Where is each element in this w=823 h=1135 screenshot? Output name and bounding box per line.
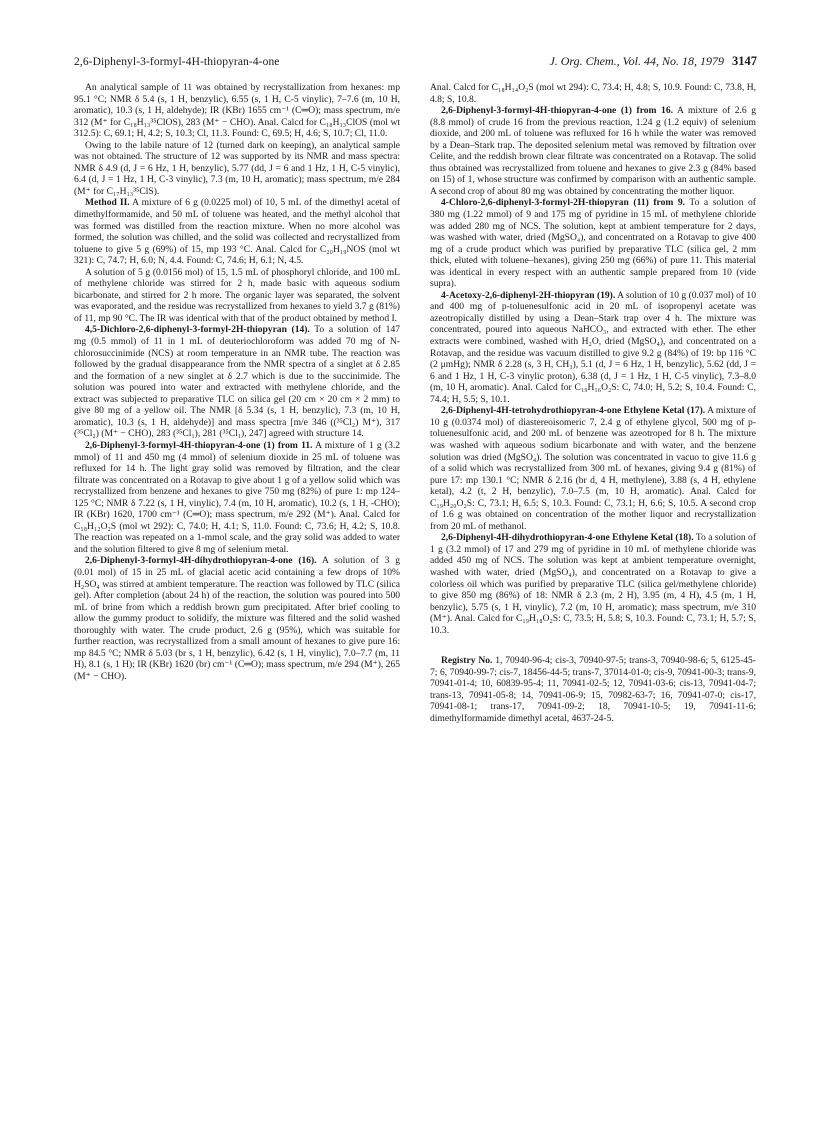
paragraph bbox=[74, 82, 400, 140]
paragraph-text: An analytical sample of 11 was obtained by recrystallization from hexanes: mp 95.1 °C; NMR δ 5.4 (s, 1 H, benzylic), 6.55 (s, 1 H, C-5 vinylic), 7–7.6 (m, 10 H, aromatic), 10.3 (s, 1 H, aldehyde); IR (KBr) 1655 cm⁻¹ (C═O); mass spectrum, m/e 312 (M⁺ for C₁₈H₁₃³⁵ClOS), 283 (M⁺ − CHO). Anal. Calcd for C₁₈H₁₃ClOS (mol wt 312.5): C, 69.1; H, 4.2; S, 10.3; Cl, 11.3. Found: C, 69.5; H, 4.6; S, 10.7; Cl, 11.0. bbox=[74, 82, 400, 140]
paragraph-heading: 4-Acetoxy-2,6-diphenyl-2H-thiopyran (19). bbox=[441, 289, 616, 301]
paragraph-text: A mixture of 6 g (0.0225 mol) of 10, 5 mL of the dimethyl acetal of dimethylformamide, and 50 mL of toluene was heated, and the methyl alcohol that was formed was distilled from the reaction mixture. When no more alcohol was formed, the solution was chilled, and the solid was collected and recrystallized from toluene to give 5 g (69%) of 15, mp 193 °C. Anal. Calcd for C₂₀H₁₉NOS (mol wt 321): C, 74.7; H, 6.0; N, 4.4. Found: C, 74.6; H, 6.1; N, 4.5. bbox=[74, 197, 400, 267]
paragraph bbox=[74, 267, 400, 325]
paragraph bbox=[430, 82, 756, 105]
paragraph-heading: 4,5-Dichloro-2,6-diphenyl-3-formyl-2H-thiopyran (14). bbox=[85, 324, 310, 336]
running-title: 2,6-Diphenyl-3-formyl-4H-thiopyran-4-one bbox=[74, 56, 280, 68]
paragraph bbox=[430, 197, 756, 289]
paragraph-heading: 2,6-Diphenyl-3-formyl-4H-dihydrothiopyran-4-one (16). bbox=[85, 555, 317, 567]
paragraph-text: Anal. Calcd for C₁₈H₁₄O₂S (mol wt 294): C, 73.4; H, 4.8; S, 10.9. Found: C, 73.8, H, 4.8; S, 10.8. bbox=[430, 82, 756, 105]
paragraph bbox=[430, 532, 756, 636]
paragraph bbox=[74, 140, 400, 198]
registry-numbers bbox=[430, 655, 756, 724]
paragraph-text: 1, 70940-96-4; cis-3, 70940-97-5; trans-3, 70940-98-6; 5, 6125-45-7; 6, 70940-99-7; cis-7, 18456-44-5; trans-7, 37014-01-0; cis-9, 70941-00-3; trans-9, 70941-01-4; 10, 60839-95-4; 11, 70941-02-5; 12, 70941-03-6; cis-13, 70941-04-7; trans-13, 70941-05-8; 14, 70941-06-9; 15, 70982-63-7; 16, 70941-07-0; cis-17, 70941-08-1; trans-17, 70941-09-2; 18, 70941-10-5; 19, 70941-11-6; dimethylformamide dimethyl acetal, 4637-24-5. bbox=[430, 655, 756, 724]
paragraph bbox=[430, 105, 756, 197]
journal-name: J. Org. Chem., Vol. 44, No. 18, 1979 bbox=[549, 54, 724, 68]
paragraph-text: A mixture of 10 g (0.0374 mol) of diastereoisomeric 7, 2.4 g of ethylene glycol, 500 mg of p-toluenesulfonic acid, and 200 mL of benzene was azeotroped for 8 h. The mixture was washed with aqueous sodium bicarbonate and with water, and the benzene solution was dried (MgSO₄). The solution was concentrated in vacuo to give 11.6 g of a solid which was recrystallized from 300 mL of hexanes, giving 9.4 g (81%) of pure 17: mp 130.1 °C; NMR δ 2.16 (br d, 4 H, methylene), 3.88 (s, 4 H, ethylene ketal), 4.2 (t, 2 H, benzylic), 7.0–7.5 (m, 10 H, aromatic). Anal. Calcd for C₁₉H₂₀O₂S: C, 73.1; H, 6.5; S, 10.3. Found: C, 73.1; H, 6.6; S, 10.5. A second crop of 1.6 g was obtained on concentration of the mother liquor and recrystallization from 20 mL of methanol. bbox=[430, 405, 756, 532]
paragraph bbox=[430, 290, 756, 405]
paragraph-heading: Method II. bbox=[85, 197, 130, 209]
paragraph-heading: 2,6-Diphenyl-4H-tetrohydrothiopyran-4-one Ethylene Ketal (17). bbox=[441, 405, 706, 417]
paragraph-heading: Registry No. bbox=[441, 655, 493, 667]
page-number: 3147 bbox=[732, 54, 757, 68]
paragraph bbox=[74, 555, 400, 682]
paragraph-text: A solution of 10 g (0.037 mol) of 10 and 400 mg of p-toluenesulfonic acid in 20 mL of isopropenyl acetate was azeotropically distilled by using a Dean–Stark trap over 4 h. The mixture was concentrated, poured into aqueous NaHCO₃, and extracted with ether. The ether extracts were combined, washed with H₂O, dried (MgSO₄), and concentrated on a Rotavap, and the residue was vacuum distilled to give 9.2 g (84%) of 19: bp 116 °C (2 μmHg); NMR δ 2.28 (s, 3 H, CH₃), 5.1 (d, J = 6 Hz, 1 H, benzylic), 5.62 (dd, J = 6 and 1 Hz, 1 H, C-3 vinylic proton), 6.38 (d, J = 1 Hz, 1 H, C-5 vinylic), 7.3–8.0 (m, 10 H, aromatic). Anal. Calcd for C₁₉H₁₆O₂S: C, 74.0; H, 5.2; S, 10.4. Found: C, 74.4; H, 5.5; S, 10.1. bbox=[430, 289, 756, 405]
paragraph-text: A solution of 3 g (0.01 mol) of 15 in 25 mL of glacial acetic acid containing a few drops of 10% H₂SO₄ was stirred at ambient temperature. The reaction was followed by TLC (silica gel). After completion (about 24 h) of the reaction, the solution was poured into 500 mL of brine from which a reddish brown gum precipitated. After brief cooling to allow the gummy product to solidify, the mixture was filtered and the solid washed thoroughly with water. The crude product, 2.6 g (95%), which was suitable for further reaction, was recrystallized from a small amount of hexanes to give pure 16: mp 84.5 °C; NMR δ 5.03 (br s, 1 H, benzylic), 6.42 (s, 1 H, vinylic), 7.0–7.7 (m, 11 H), 8.1 (s, 1 H); IR (KBr) 1620 (br) cm⁻¹ (C═O); mass spectrum, m/e 294 (M⁺), 265 (M⁺ − CHO). bbox=[74, 555, 400, 682]
journal-citation bbox=[549, 54, 757, 69]
paragraph-heading: 4-Chloro-2,6-diphenyl-3-formyl-2H-thiopyran (11) from 9. bbox=[441, 197, 686, 209]
paragraph bbox=[74, 440, 400, 555]
paragraph-heading: 2,6-Diphenyl-4H-dihydrothiopyran-4-one Ethylene Ketal (18). bbox=[441, 532, 694, 544]
paragraph-text: A mixture of 2.6 g (8.8 mmol) of crude 16 from the previous reaction, 1.24 g (1.2 equiv) of selenium dioxide, and 200 mL of toluene was refluxed for 16 h while the water was removed by a Dean–Stark trap. The deposited selenium metal was removed by filtration over Celite, and the reddish brown clear filtrate was concentrated on a Rotavap. The solid thus obtained was recrystallized from toluene and hexanes to give 2.3 g (84% based on 15) of 1, whose structure was confirmed by comparison with an authentic sample. A second crop of about 80 mg was obtained by concentrating the mother liquor. bbox=[430, 105, 756, 197]
right-column bbox=[430, 82, 756, 725]
paragraph-text: To a solution of 380 mg (1.22 mmol) of 9 and 175 mg of pyridine in 15 mL of methylene chloride was added 280 mg of NCS. The solution, kept at ambient temperature for 2 days, was washed with water, dried (MgSO₄), and concentrated on a Rotavap to give 400 mg of a crude product which was purified by preparative TLC (silica gel, 2 mm thick, eluted with toluene–hexanes), giving 250 mg (66%) of pure 11. This material was identical in every respect with an authentic sample prepared from 10 (vide supra). bbox=[430, 197, 756, 290]
paragraph-heading: 2,6-Diphenyl-3-formyl-4H-thiopyran-4-one (1) from 16. bbox=[441, 105, 673, 117]
left-column bbox=[74, 82, 400, 682]
paragraph bbox=[430, 405, 756, 532]
paragraph-text: To a solution of 147 mg (0.5 mmol) of 11 in 1 mL of deuteriochloroform was added 70 mg of N-chlorosuccinimide (NCS) at room temperature in an NMR tube. The reaction was followed by the gradual disappearance from the NMR spectra of a singlet at δ 2.85 and the formation of a new singlet at δ 2.7 which is due to the succinimide. The solution was poured into water and extracted with methylene chloride, and the extract was subjected to preparative TLC on silica gel (20 cm × 20 cm × 2 mm) to give 80 mg of a yellow oil. The NMR [δ 5.34 (s, 1 H, benzylic), 7.3 (m, 10 H, aromatic), 10.3 (s, 1 H, aldehyde)] and mass spectra [m/e 346 ((³⁵Cl₂) M⁺), 317 (³⁵Cl₂) (M⁺ − CHO), 283 (³⁵Cl₁), 281 (³⁵Cl₁), 247] agreed with structure 14. bbox=[74, 324, 400, 440]
paragraph-text: Owing to the labile nature of 12 (turned dark on keeping), an analytical sample was not obtained. The structure of 12 was supported by its NMR and mass spectra: NMR δ 4.9 (d, J = 6 Hz, 1 H, benzylic), 5.77 (dd, J = 6 and 1 Hz, 1 H, C-5 vinylic), 6.4 (d, J = 1 Hz, 1 H, C-3 vinylic), 7.3 (m, 10 H, aromatic); mass spectrum, m/e 284 (M⁺ for C₁₇H₁₃³⁵ClS). bbox=[74, 139, 400, 197]
paragraph-text: To a solution of 1 g (3.2 mmol) of 17 and 279 mg of pyridine in 10 mL of methylene chloride was added 450 mg of NCS. The solution was kept at ambient temperature overnight, washed with water, dried (MgSO₄), and concentrated on a Rotavap to give a colorless oil which was purified by preparative TLC (silica gel/methylene chloride) to give 850 mg (86%) of 18: NMR δ 2.3 (m, 2 H), 3.95 (m, 4 H), 4.5 (m, 1 H, benzylic), 5.75 (s, 1 H, vinylic), 7.2 (m, 10 H, aromatic); mass spectrum, m/e 310 (M⁺). Anal. Calcd for C₁₉H₁₈O₂S: C, 73.5; H, 5.8; S, 10.3. Found: C, 73.1; H, 5.7; S, 10.3. bbox=[430, 532, 756, 636]
paragraph-text: A solution of 5 g (0.0156 mol) of 15, 1.5 mL of phosphoryl chloride, and 100 mL of methylene chloride was stirred for 2 h, made basic with aqueous sodium bicarbonate, and stirred for 2 h more. The organic layer was separated, the solvent was evaporated, and the residue was recrystallized from hexanes to yield 3.7 g (81%) of 11, mp 90 °C. The IR was identical with that of the product obtained by method I. bbox=[74, 266, 400, 324]
paragraph-text: A mixture of 1 g (3.2 mmol) of 11 and 450 mg (4 mmol) of selenium dioxide in 25 mL of toluene was refluxed for 14 h. The light gray solid was removed by filtration, and the clear filtrate was concentrated on a Rotavap to give about 1 g of a yellow solid which was recrystallized from benzene and hexanes to give 750 mg (82%) of pure 1: mp 124–125 °C; NMR δ 7.22 (s, 1 H, vinylic), 7.4 (m, 10 H, aromatic), 10.2 (s, 1 H, -CHO); IR (KBr) 1620, 1700 cm⁻¹ (C═O); mass spectrum, m/e 292 (M⁺). Anal. Calcd for C₁₈H₁₂O₂S (mol wt 292): C, 74.0; H, 4.1; S, 11.0. Found: C, 73.6; H, 4.2; S, 10.8. The reaction was repeated on a 1-mmol scale, and the gray solid was added to water and the solution filtered to give 8 mg of selenium metal. bbox=[74, 439, 401, 555]
paragraph-heading: 2,6-Diphenyl-3-formyl-4H-thiopyran-4-one (1) from 11. bbox=[85, 439, 313, 451]
paragraph bbox=[74, 324, 400, 439]
paragraph bbox=[74, 197, 400, 266]
